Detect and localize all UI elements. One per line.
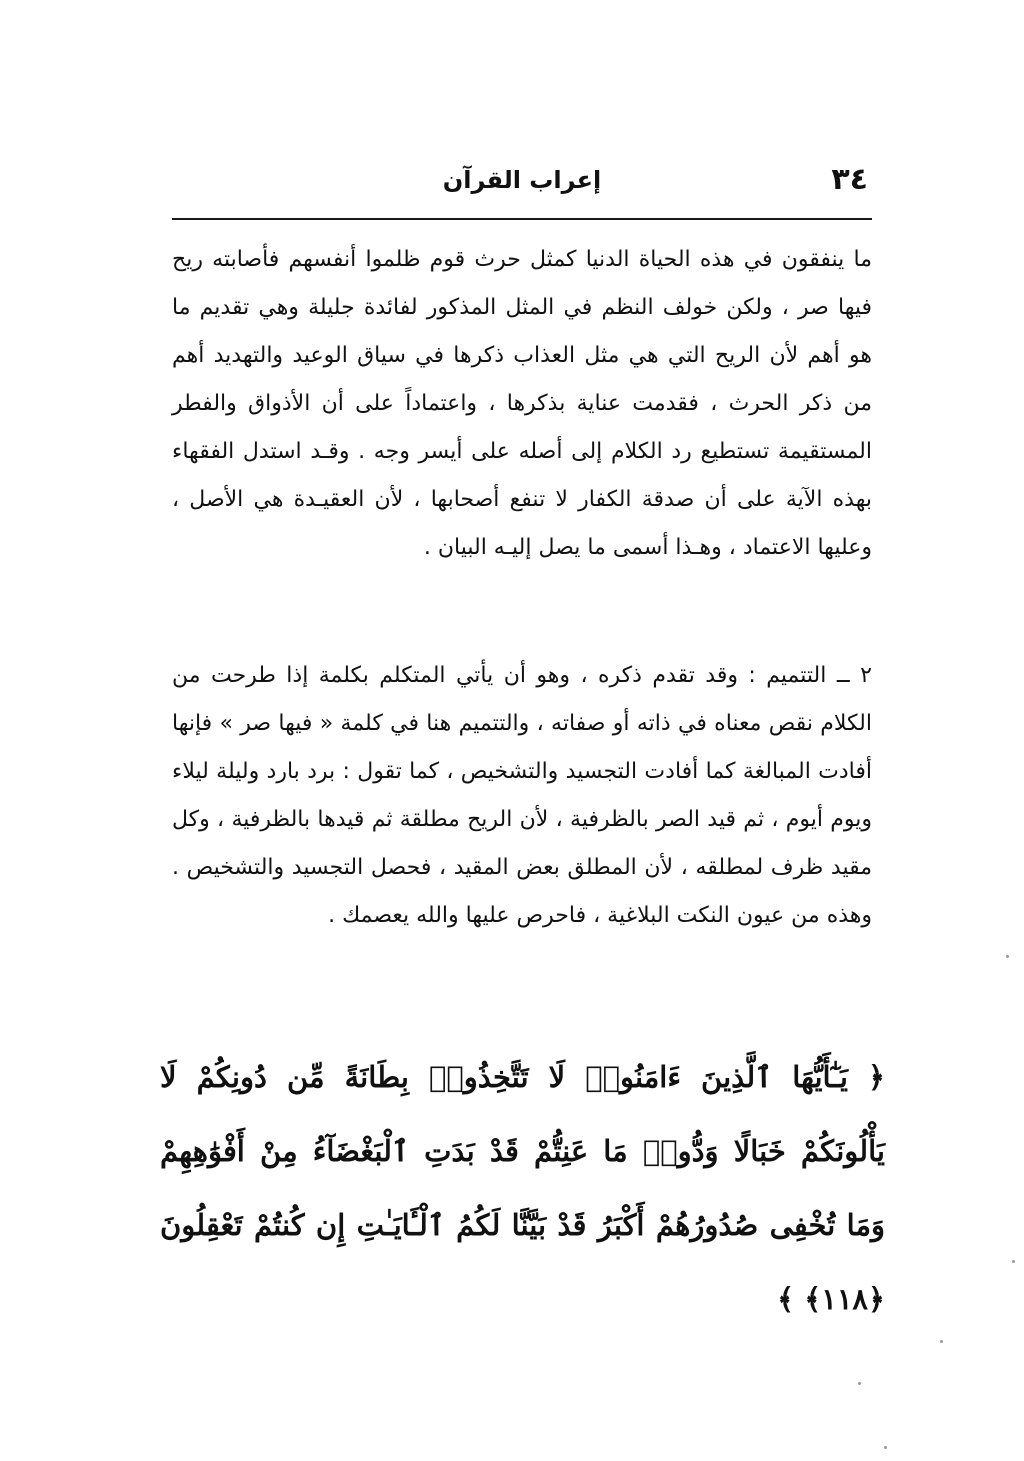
scan-speck xyxy=(884,1446,887,1449)
paragraph-commentary: ما ينفقون في هذه الحياة الدنيا كمثل حرث قوم ظلموا أنفسهم فأصابته ريح فيها صر ، ولكن خولف النظم في المثل المذكور لفائدة جليلة وهي تقديم ما هو أهم لأن الريح التي هي مثل العذاب ذكرها في سياق الوعيد والتهديد أهم من ذكر الحرث ، فقدمت عناية بذكرها ، واعتماداً على أن الأذواق والفطر المستقيمة تستطيع رد الكلام إلى أصله على أيسر وجه . وقـد استدل الفقهاء بهذه الآية على أن صدقة الكفار لا تنفع أصحابها ، لأن العقيـدة هي الأصل ، وعليها الاعتماد ، وهـذا أسمى ما يصل إليـه البيان . xyxy=(172,247,872,560)
scan-speck xyxy=(940,1340,943,1343)
scan-speck xyxy=(1006,955,1009,958)
scan-speck xyxy=(1012,1260,1015,1263)
scan-speck xyxy=(858,1382,861,1385)
page-header xyxy=(172,158,872,210)
paragraph-tatmim: ٢ ــ التتميم : وقد تقدم ذكره ، وهو أن يأتي المتكلم بكلمة إذا طرحت من الكلام نقص معناه في ذاته أو صفاته ، والتتميم هنا في كلمة « فيها صر » فإنها أفادت المبالغة كما أفادت التجسيد والتشخيص ، كما تقول : برد بارد وليلة ليلاء ويوم أيوم ، ثم قيد الصر بالظرفية ، لأن الريح مطلقة ثم قيدها بالظرفية ، وكل مقيد ظرف لمطلقه ، لأن المطلق بعض المقيد ، فحصل التجسيد والتشخيص . وهذه من عيون النكت البلاغية ، فاحرص عليها والله يعصمك . xyxy=(172,663,872,928)
page-number: ٣٤ xyxy=(831,162,868,197)
header-divider xyxy=(172,218,872,220)
running-title: إعراب القرآن xyxy=(442,166,602,194)
quran-verse: ﴿ يَـٰٓأَيُّهَا ٱلَّذِينَ ءَامَنُوا۟ لَا تَتَّخِذُوا۟ بِطَانَةً مِّن دُونِكُمْ لَا يَأْلُونَكُمْ خَبَالًا وَدُّوا۟ مَا عَنِتُّمْ قَدْ بَدَتِ ٱلْبَغْضَآءُ مِنْ أَفْوَٰهِهِمْ وَمَا تُخْفِى صُدُورُهُمْ أَكْبَرُ قَدْ بَيَّنَّا لَكُمُ ٱلْـَٔايَـٰتِ إِن كُنتُمْ تَعْقِلُونَ ﴿١١٨﴾ ﴾ xyxy=(160,1060,885,1316)
